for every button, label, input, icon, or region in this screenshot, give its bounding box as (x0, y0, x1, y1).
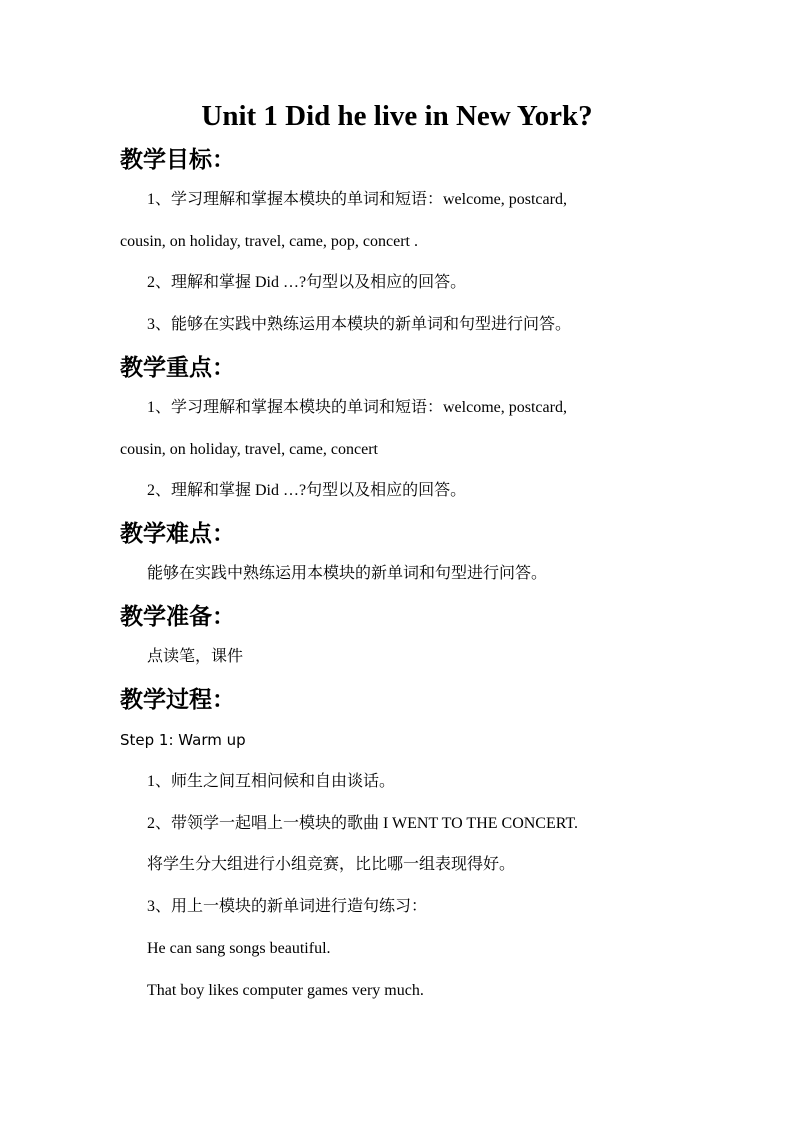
step-1-item-3: 3、用上一模块的新单词进行造句练习： (147, 898, 428, 915)
step-1-item-2-line-1: 2、带领学一起唱上一模块的歌曲 I WENT TO THE CONCERT. (147, 815, 579, 832)
step-1-item-2-line-2: 将学生分大组进行小组竞赛，比比哪一组表现得好。 (147, 856, 516, 873)
objectives-heading: 教学目标： (120, 146, 235, 173)
preparation-heading: 教学准备： (120, 603, 235, 630)
step-1-example-2: That boy likes computer games very much. (147, 982, 424, 999)
process-heading: 教学过程： (120, 686, 235, 713)
objectives-item-2: 2、理解和掌握 Did …?句型以及相应的回答。 (147, 274, 467, 291)
step-1-example-1: He can sang songs beautiful. (147, 940, 331, 957)
key-points-item-1-line-1: 1、学习理解和掌握本模块的单词和短语：welcome, postcard, (147, 399, 567, 416)
objectives-item-1-line-1: 1、学习理解和掌握本模块的单词和短语：welcome, postcard, (147, 191, 567, 208)
document-title: Unit 1 Did he live in New York? (201, 100, 593, 132)
objectives-item-3: 3、能够在实践中熟练运用本模块的新单词和句型进行问答。 (147, 316, 572, 333)
difficulties-text: 能够在实践中熟练运用本模块的新单词和句型进行问答。 (147, 565, 548, 582)
preparation-text: 点读笔，课件 (147, 648, 244, 665)
key-points-item-2: 2、理解和掌握 Did …?句型以及相应的回答。 (147, 482, 467, 499)
step-1-label: Step 1: Warm up (120, 731, 246, 749)
key-points-heading: 教学重点： (120, 354, 235, 381)
objectives-item-1-line-2: cousin, on holiday, travel, came, pop, concert . (120, 233, 418, 250)
difficulties-heading: 教学难点： (120, 520, 235, 547)
step-1-item-1: 1、师生之间互相问候和自由谈话。 (147, 773, 396, 790)
key-points-item-1-line-2: cousin, on holiday, travel, came, concert (120, 441, 378, 458)
